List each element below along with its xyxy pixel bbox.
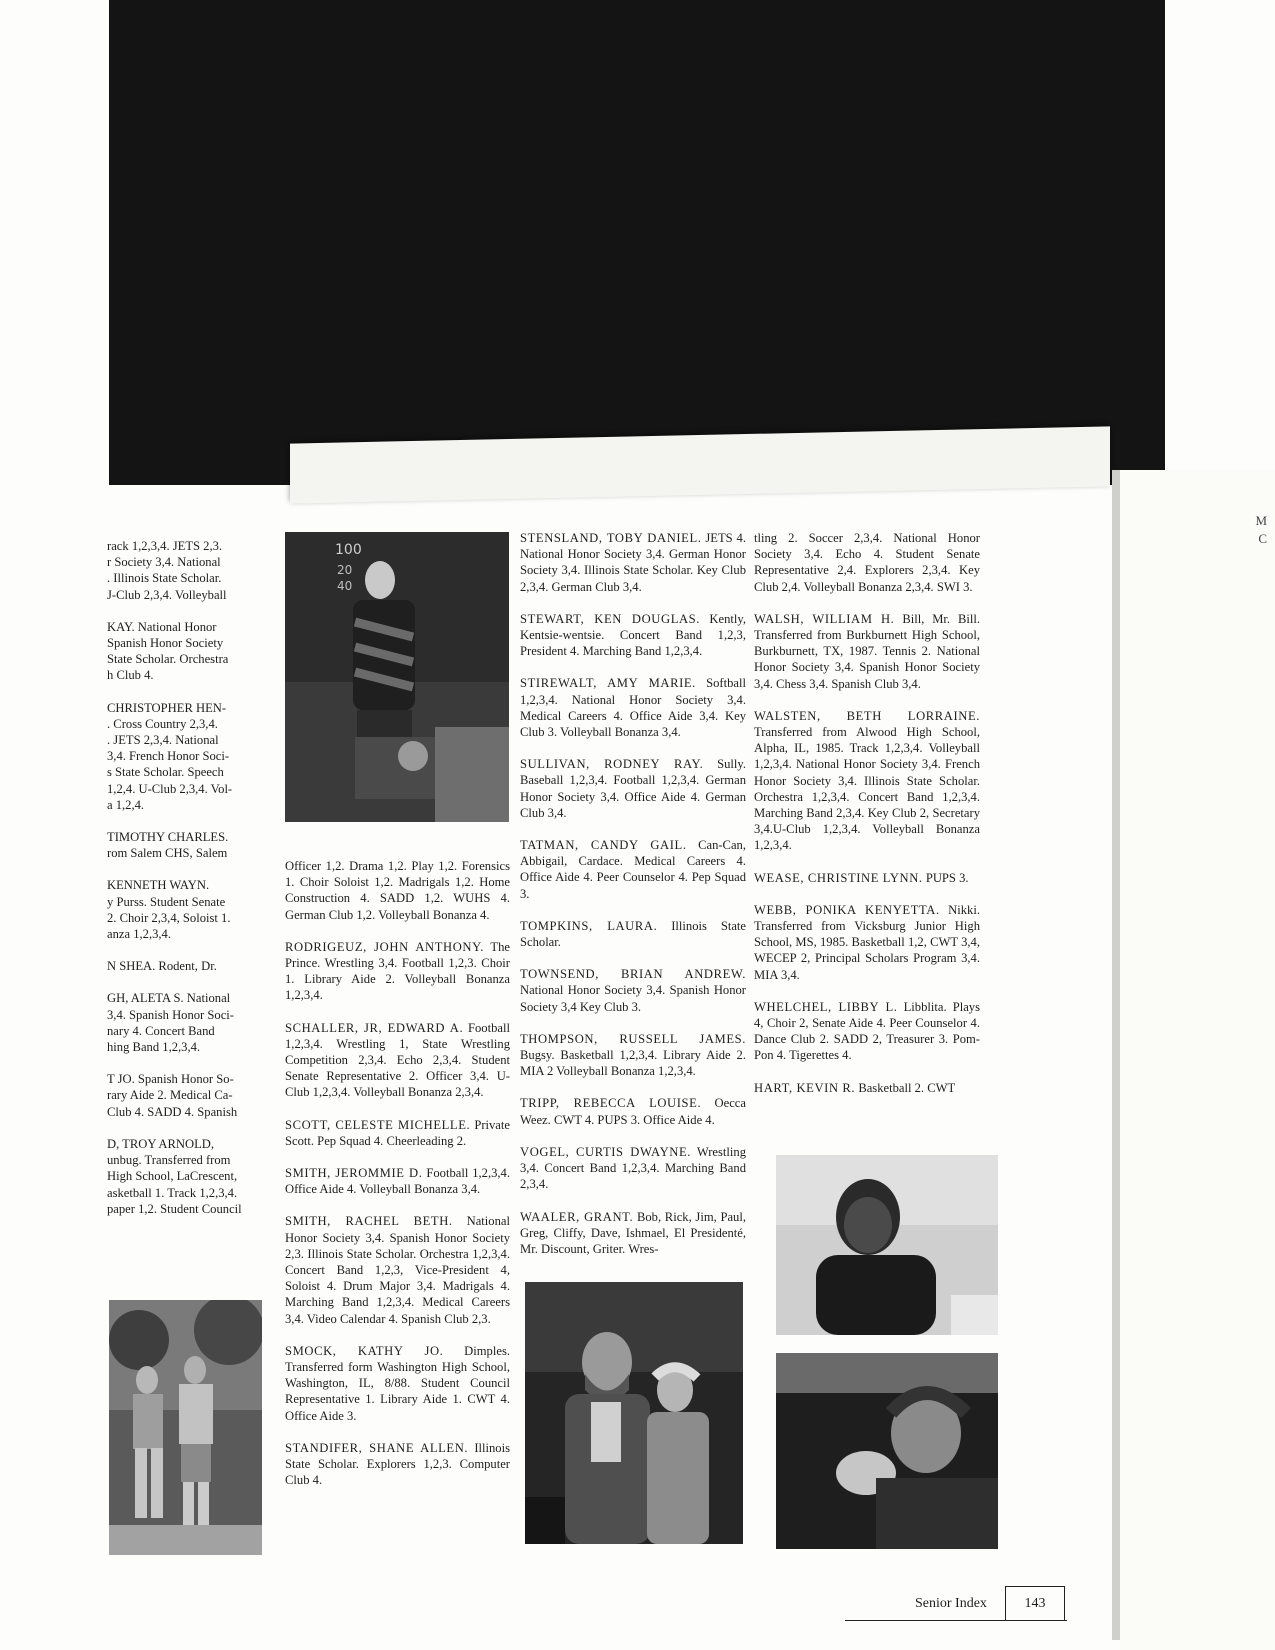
senior-name: SMITH, RACHEL BETH.: [285, 1214, 453, 1229]
cropped-line: unbug. Transferred from: [107, 1153, 231, 1168]
cropped-line: KENNETH WAYN.: [107, 878, 210, 893]
senior-entry: [285, 1165, 510, 1197]
cropped-line: Club 4. SADD 4. Spanish: [107, 1104, 238, 1119]
cropped-line: 2. Choir 2,3,4, Soloist 1.: [107, 910, 231, 925]
photo-student-portrait: [776, 1155, 998, 1335]
outdoor-photo-art: [109, 1300, 262, 1555]
senior-name: STANDIFER, SHANE ALLEN.: [285, 1440, 469, 1455]
senior-entry: [754, 902, 980, 983]
cropped-line: . Illinois State Scholar.: [107, 571, 222, 586]
cropped-line: 3,4. French Honor Soci-: [107, 749, 230, 764]
portrait-photo-art: [776, 1155, 998, 1335]
section-label: Senior Index: [915, 1596, 987, 1611]
page-footer: [845, 1586, 1067, 1622]
cropped-line: J-Club 2,3,4. Volleyball: [107, 587, 227, 602]
cropped-line: High School, LaCrescent,: [107, 1169, 238, 1184]
cropped-line: State Scholar. Orchestra: [107, 652, 229, 667]
cropped-line: rack 1,2,3,4. JETS 2,3.: [107, 539, 223, 553]
senior-activities: Bob, Rick, Jim, Paul, Greg, Cliffy, Dave, Ishmael, El Presidenté, Mr. Discount, Griter. Wres-: [520, 1209, 746, 1256]
svg-text:40: 40: [337, 579, 353, 593]
senior-activities: Bugsy. Basketball 1,2,3,4. Library Aide 2. MIA 2 Volleyball Bonanza 1,2,3,4.: [520, 1048, 746, 1079]
cropped-line: nary 4. Concert Band: [107, 1023, 215, 1038]
senior-entry: [520, 675, 746, 740]
senior-entry: [520, 756, 746, 821]
senior-entry: [520, 918, 746, 950]
senior-name: TATMAN, CANDY GAIL.: [520, 838, 687, 853]
senior-name: SULLIVAN, RODNEY RAY.: [520, 757, 704, 772]
senior-name: WALSH, WILLIAM H.: [754, 611, 895, 626]
senior-name: SCOTT, CELESTE MICHELLE.: [285, 1117, 471, 1132]
cropped-entry: [107, 990, 253, 1055]
svg-text:100: 100: [335, 542, 362, 558]
senior-activities: Basketball 2. CWT: [858, 1080, 956, 1095]
cropped-line: . JETS 2,3,4. National: [107, 733, 219, 748]
cropped-line: CHRISTOPHER HEN-: [107, 700, 227, 715]
cropped-line: N SHEA. Rodent, Dr.: [107, 959, 217, 974]
senior-name: THOMPSON, RUSSELL JAMES.: [520, 1031, 746, 1046]
senior-entry: [520, 1031, 746, 1080]
cropped-line: h Club 4.: [107, 668, 154, 683]
senior-name: STENSLAND, TOBY DANIEL.: [520, 531, 702, 545]
senior-activities: National Honor Society 3,4. Spanish Honor Society 2,3. Illinois State Scholar. Orchestra 1,2,3,4. Concert Band 1,2,3, Vice-President 4, Soloist 4. Drum Major 3,4. Madrigals 4. Marching Band 1,2,3,4. Medical Careers 3,4. Video Calendar 4. Spanish Club 2,3.: [285, 1214, 510, 1326]
cropped-entry: [107, 1136, 253, 1217]
senior-activities: Football 1,2,3,4. Office Aide 4. Volleyball Bonanza 3,4.: [285, 1166, 510, 1197]
senior-entry: [285, 858, 510, 923]
cropped-entry: [107, 700, 253, 813]
senior-name: WHELCHEL, LIBBY L.: [754, 999, 898, 1014]
senior-name: TRIPP, REBECCA LOUISE.: [520, 1096, 702, 1111]
senior-name: WEBB, PONIKA KENYETTA.: [754, 902, 940, 917]
senior-activities: JETS 4. National Honor Society 3,4. German Honor Society 3,4. Illinois State Scholar. Key Club 2,3,4. German Club 3,4.: [520, 531, 746, 594]
senior-name: WALSTEN, BETH LORRAINE.: [754, 708, 980, 723]
senior-activities: Private Scott. Pep Squad 4. Cheerleading 2.: [285, 1117, 510, 1148]
cropped-line: GH, ALETA S. National: [107, 991, 231, 1006]
senior-name: SCHALLER, JR, EDWARD A.: [285, 1020, 464, 1035]
senior-entry: [754, 870, 980, 886]
senior-activities: Softball 1,2,3,4. National Honor Society 3,4. Medical Careers 4. Office Aide 3,4. Key Club 3. Volleyball Bonanza 3,4.: [520, 676, 746, 740]
center-text-column: [520, 530, 746, 1273]
senior-entry: [520, 1209, 746, 1258]
senior-name: VOGEL, CURTIS DWAYNE.: [520, 1144, 692, 1159]
cropped-line: y Purss. Student Senate: [107, 894, 226, 909]
senior-entry: [520, 530, 746, 595]
senior-activities: Illinois State Scholar. Explorers 1,2,3. Computer Club 4.: [285, 1440, 510, 1488]
page-number: 143: [1005, 1586, 1065, 1621]
cropped-line: 3,4. Spanish Honor Soci-: [107, 1007, 234, 1022]
page-edge-strip: [1112, 470, 1120, 1640]
senior-entry: [285, 1117, 510, 1149]
senior-activities: Kently, Kentsie-wentsie. Concert Band 1,2,3, President 4. Marching Band 1,2,3,4.: [520, 611, 746, 659]
senior-activities: Libblita. Plays 4, Choir 2, Senate Aide 4. Peer Counselor 4. Dance Club 2. SADD 2, Treasurer 3. Pom-Pon 4. Tigerettes 4.: [754, 999, 980, 1063]
cropped-line: T JO. Spanish Honor So-: [107, 1072, 234, 1087]
senior-activities: Bill, Mr. Bill. Transferred from Burkburnett High School, Burkburnett, TX, 1987. Tennis 2. National Honor Society 3,4. Spanish Honor Society 3,4. Chess 3,4. Spanish Club 3,4.: [754, 611, 980, 691]
senior-activities: National Honor Society 3,4. Spanish Honor Society 3,4 Key Club 3.: [520, 983, 746, 1014]
senior-name: RODRIGEUZ, JOHN ANTHONY.: [285, 939, 484, 954]
cropped-entry: [107, 538, 253, 603]
cropped-line: Spanish Honor Society: [107, 636, 224, 651]
senior-entry: [285, 1343, 510, 1424]
senior-entry: [754, 1080, 980, 1096]
cropped-entry: [107, 829, 253, 861]
dark-background-top: [109, 0, 1165, 485]
senior-activities: Football 1,2,3,4. Wrestling 1, State Wrestling Competition 2,3,4. Echo 2,3,4. Student Senate Representative 2. Officer 3,4. U-Club 1,2,3,4. Volleyball Bonanza 2,3,4.: [285, 1020, 510, 1100]
senior-name: TOWNSEND, BRIAN ANDREW.: [520, 967, 746, 982]
senior-activities: The Prince. Wrestling 3,4. Football 1,2,3. Choir 1. Library Aide 2. Volleyball Bonanza 1,2,3,4.: [285, 939, 510, 1003]
senior-entry: [754, 611, 980, 692]
senior-entry: [754, 530, 980, 595]
senior-activities: Officer 1,2. Drama 1,2. Play 1,2. Forensics 1. Choir Soloist 1,2. Madrigals 1,2. Home Construction 4. SADD 1,2. WUHS 4. German Club 1,2. Volleyball Bonanza 4.: [285, 859, 510, 922]
senior-activities: Dimples. Transferred form Washington High School, Washington, IL, 8/88. Student Council Representative 1. Library Aide 1. CWT 4. Office Aide 3.: [285, 1343, 510, 1423]
cropped-line: a 1,2,4.: [107, 797, 145, 812]
photo-student-laughing: [776, 1353, 998, 1549]
senior-activities: Oecca Weez. CWT 4. PUPS 3. Office Aide 4.: [520, 1096, 746, 1127]
senior-entry: [520, 966, 746, 1015]
left-fragment-column: [107, 538, 253, 1233]
senior-entry: [285, 1213, 510, 1326]
senior-name: WAALER, GRANT.: [520, 1209, 634, 1224]
senior-entry: [754, 708, 980, 854]
middle-text-column: [285, 858, 510, 1505]
senior-entry: [285, 1020, 510, 1101]
cropped-entry: [107, 619, 253, 684]
chalkboard-photo-art: [285, 532, 509, 822]
senior-name: HART, KEVIN R.: [754, 1080, 856, 1095]
svg-text:20: 20: [337, 563, 353, 577]
senior-name: SMITH, JEROMMIE D.: [285, 1166, 423, 1181]
cropped-line: rom Salem CHS, Salem: [107, 846, 228, 861]
right-text-column: [754, 530, 980, 1112]
senior-entry: [520, 1144, 746, 1193]
right-margin: [1120, 470, 1275, 1650]
cropped-line: paper 1,2. Student Council: [107, 1201, 242, 1216]
senior-activities: Nikki. Transferred from Vicksburg Junior High School, MS, 1985. Basketball 1,2, CWT 3,4, WECEP 2, Principal Scholars Program 3,4. MIA 3,4.: [754, 902, 980, 982]
group-photo-art: [525, 1282, 743, 1544]
photo-two-people-smiling: [525, 1282, 743, 1544]
cropped-entry: [107, 1071, 253, 1120]
cropped-line: hing Band 1,2,3,4.: [107, 1040, 201, 1055]
cropped-line: TIMOTHY CHARLES.: [107, 830, 229, 845]
photo-student-chalkboard: [285, 532, 509, 822]
senior-name: TOMPKINS, LAURA.: [520, 918, 658, 933]
cropped-line: s State Scholar. Speech: [107, 765, 224, 780]
cropped-entry: [107, 877, 253, 942]
cropped-line: rary Aide 2. Medical Ca-: [107, 1088, 233, 1103]
cropped-line: . Cross Country 2,3,4.: [107, 716, 218, 731]
senior-activities: Wrestling 3,4. Concert Band 1,2,3,4. Marching Band 2,3,4.: [520, 1144, 746, 1192]
senior-entry: [520, 611, 746, 660]
senior-activities: Sully. Baseball 1,2,3,4. Football 1,2,3,4. German Honor Society 3,4. Office Aide 4. German Club 3,4.: [520, 757, 746, 820]
senior-activities: Transferred from Alwood High School, Alpha, IL, 1985. Track 1,2,3,4. Volleyball 1,2,3,4. National Honor Society 3,4. French Honor Society 3,4. Illinois State Scholar. Orchestra 1,2,3,4. Concert Band 1,2,3,4. Marching Band 2,3,4. Key Club 2, Secretary 3,4.U-Club 1,2,3,4. Volleyball Bonanza 1,2,3,4.: [754, 725, 980, 853]
senior-entry: [754, 999, 980, 1064]
senior-name: WEASE, CHRISTINE LYNN.: [754, 870, 923, 885]
senior-name: STIREWALT, AMY MARIE.: [520, 676, 696, 691]
cropped-line: anza 1,2,3,4.: [107, 927, 171, 942]
cropped-line: D, TROY ARNOLD,: [107, 1136, 215, 1151]
cropped-line: r Society 3,4. National: [107, 555, 221, 570]
senior-entry: [285, 1440, 510, 1489]
cropped-line: 1,2,4. U-Club 2,3,4. Vol-: [107, 781, 233, 796]
senior-entry: [520, 1095, 746, 1127]
laughing-photo-art: [776, 1353, 998, 1549]
senior-entry: [285, 939, 510, 1004]
senior-name: SMOCK, KATHY JO.: [285, 1343, 444, 1358]
senior-activities: Illinois State Scholar.: [520, 918, 746, 950]
cropped-entry: [107, 958, 253, 974]
senior-name: STEWART, KEN DOUGLAS.: [520, 611, 701, 626]
photo-two-students-outdoors: [109, 1300, 262, 1555]
senior-activities: Can-Can, Abbigail, Cardace. Medical Careers 4. Office Aide 4. Peer Counselor 4. Pep Squad 3.: [520, 838, 746, 901]
edge-text-fragment: M C: [1255, 513, 1267, 546]
cropped-line: asketball 1. Track 1,2,3,4.: [107, 1185, 238, 1200]
cropped-line: KAY. National Honor: [107, 619, 217, 634]
senior-activities: tling 2. Soccer 2,3,4. National Honor Society 3,4. Echo 4. Student Senate Representative 2,4. Explorers 2,3,4. Key Club 2,4. Volleyball Bonanza 2,3,4. SWI 3.: [754, 531, 980, 594]
senior-activities: PUPS 3.: [925, 870, 969, 885]
senior-entry: [520, 837, 746, 902]
